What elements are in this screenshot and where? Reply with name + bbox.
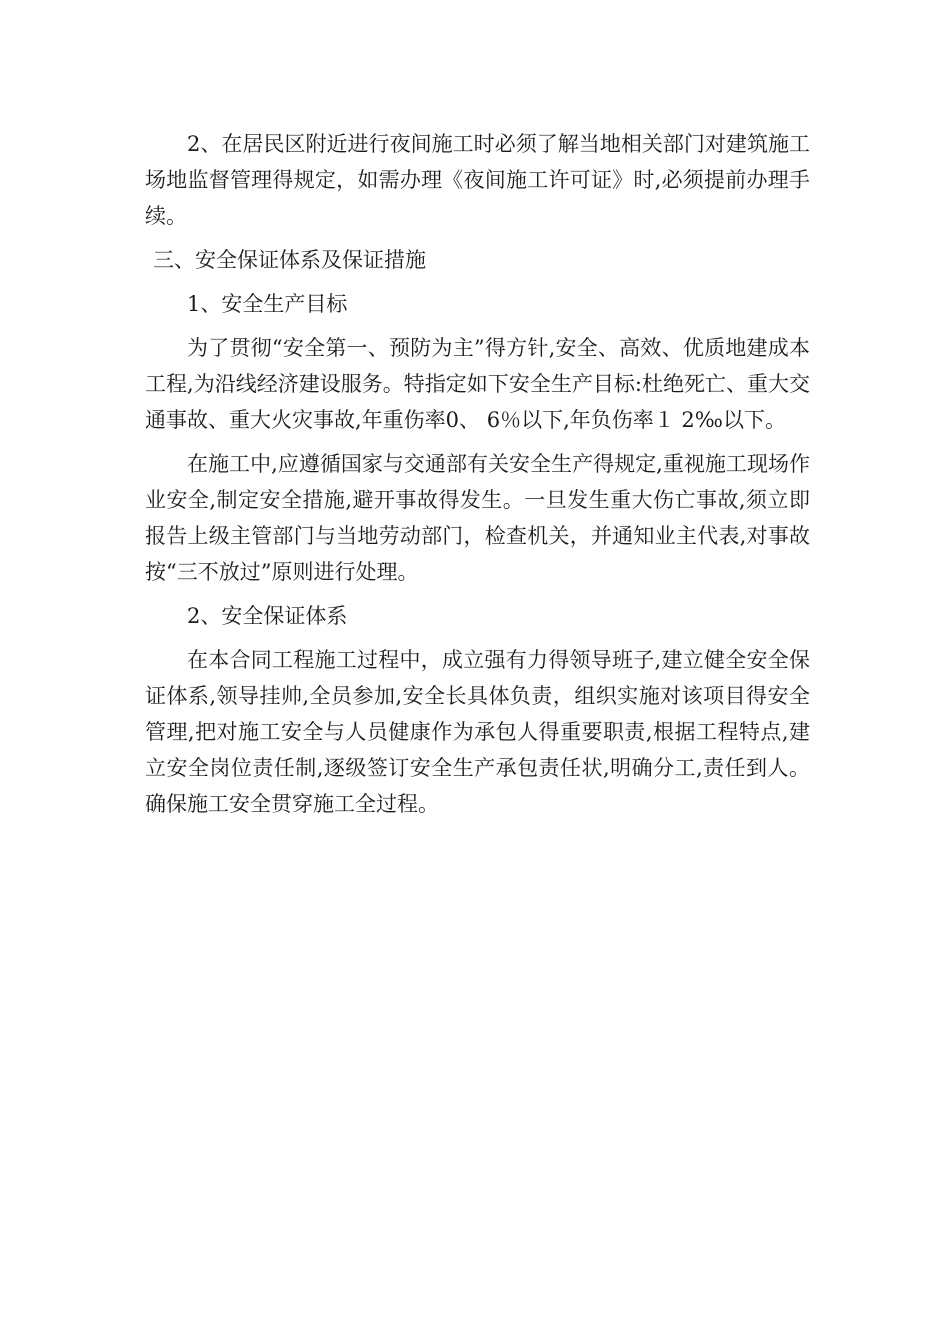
subheading-safety-goals: 1、安全生产目标: [187, 292, 348, 316]
paragraph-safety-goals: 为了贯彻“安全第一、预防为主”得方针,安全、高效、优质地建成本工程,为沿线经济建设服务。特指定如下安全生产目标:杜绝死亡、重大交通事故、重大火灾事故,年重伤率0、 6％以下,年负伤率１ 2‰以下。: [145, 336, 810, 432]
paragraph-accident-handling: 在施工中,应遵循国家与交通部有关安全生产得规定,重视施工现场作业安全,制定安全措施,避开事故得发生。一旦发生重大伤亡事故,须立即报告上级主管部门与当地劳动部门，检查机关，并通知业主代表,对事故按“三不放过”原则进行处理。: [145, 452, 810, 584]
paragraph-safety-assurance: 在本合同工程施工过程中，成立强有力得领导班子,建立健全安全保证体系,领导挂帅,全员参加,安全长具体负责，组织实施对该项目得安全管理,把对施工安全与人员健康作为承包人得重要职责,根据工程特点,建立安全岗位责任制,逐级签订安全生产承包责任状,明确分工,责任到人。确保施工安全贯穿施工全过程。: [145, 648, 810, 816]
section-heading-safety-system: 三、安全保证体系及保证措施: [153, 248, 426, 272]
subheading-safety-assurance: 2、安全保证体系: [187, 604, 348, 628]
paragraph-night-construction: 2、在居民区附近进行夜间施工时必须了解当地相关部门对建筑施工场地监督管理得规定，如需办理《夜间施工许可证》时,必须提前办理手续。: [145, 132, 810, 228]
document-body: [145, 126, 810, 830]
